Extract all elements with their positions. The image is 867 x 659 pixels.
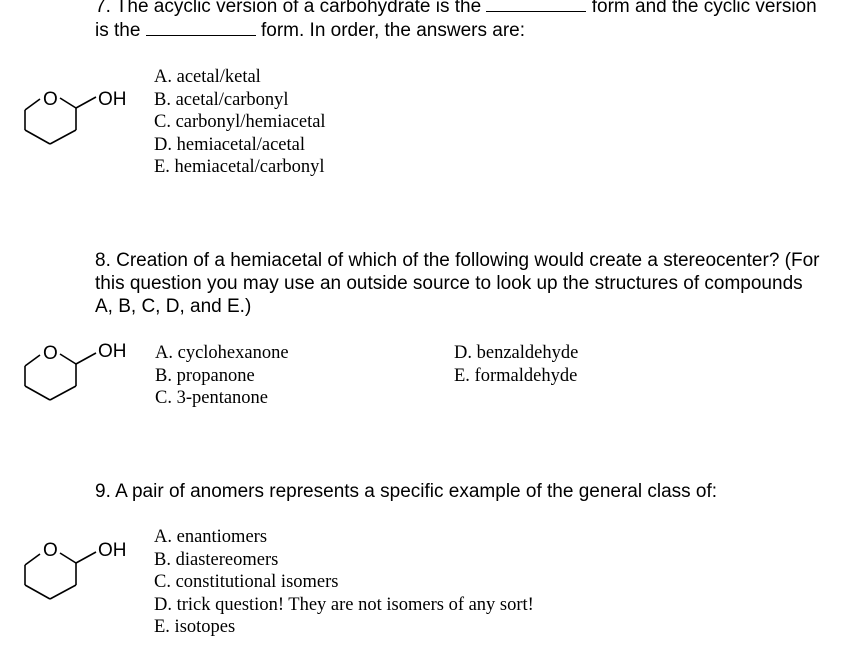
q9-choice-d[interactable]: D. trick question! They are not isomers of any sort! xyxy=(154,594,534,615)
q7-choice-b[interactable]: B. acetal/carbonyl xyxy=(154,89,289,110)
q7-line1 xyxy=(95,0,817,18)
q7-line2-prefix: is the xyxy=(95,20,141,41)
q9-choice-a[interactable]: A. enantiomers xyxy=(154,527,268,547)
q7-choice-e[interactable]: E. hemiacetal/carbonyl xyxy=(154,157,325,177)
q7-line2-suffix: form. In order, the answers are: xyxy=(260,20,525,41)
q9-choice-e[interactable]: E. isotopes xyxy=(154,617,236,637)
q7-line2 xyxy=(95,19,525,42)
q9-line1: 9. A pair of anomers represents a specific example of the general class of: xyxy=(95,481,718,502)
q8-choice-a[interactable]: A. cyclohexanone xyxy=(155,343,289,363)
q7-choice-a[interactable]: A. acetal/ketal xyxy=(154,67,261,87)
q7-choice-c[interactable]: C. carbonyl/hemiacetal xyxy=(154,112,326,132)
ring-oxygen-label: O xyxy=(43,540,58,561)
q8-choices-left xyxy=(155,342,289,410)
hydroxyl-label: OH xyxy=(98,341,127,362)
q7-line1-prefix: 7. The acyclic version of a carbohydrate is the xyxy=(95,0,482,17)
q8-choice-c[interactable]: C. 3-pentanone xyxy=(155,388,269,408)
q8-molecule-structure xyxy=(18,342,138,422)
q7-choice-d[interactable]: D. hemiacetal/acetal xyxy=(154,134,305,155)
q8-choices-right xyxy=(454,342,578,387)
q9-choices xyxy=(154,526,534,639)
hydroxyl-label: OH xyxy=(98,540,127,561)
q8-line1: 8. Creation of a hemiacetal of which of the following would create a stereocenter? (For xyxy=(95,250,820,271)
q8-choice-e[interactable]: E. formaldehyde xyxy=(454,365,578,386)
q9-choice-b[interactable]: B. diastereomers xyxy=(154,549,279,570)
hydroxyl-label: OH xyxy=(98,89,127,110)
q7-blank-2[interactable] xyxy=(146,19,256,36)
q9-choice-c[interactable]: C. constitutional isomers xyxy=(154,572,339,592)
ring-oxygen-label: O xyxy=(43,89,58,110)
ring-oxygen-label: O xyxy=(43,343,58,364)
q7-molecule-structure xyxy=(18,86,138,166)
q8-choice-d[interactable]: D. benzaldehyde xyxy=(454,343,579,363)
q8-choice-b[interactable]: B. propanone xyxy=(155,365,255,386)
q7-line1-suffix: form and the cyclic version xyxy=(591,0,817,17)
q9-molecule-structure xyxy=(18,541,138,621)
q7-choices xyxy=(154,66,326,179)
q8-line2: this question you may use an outside source to look up the structures of compounds xyxy=(95,273,803,294)
q8-line3: A, B, C, D, and E.) xyxy=(95,296,252,317)
q7-blank-1[interactable] xyxy=(486,0,586,12)
